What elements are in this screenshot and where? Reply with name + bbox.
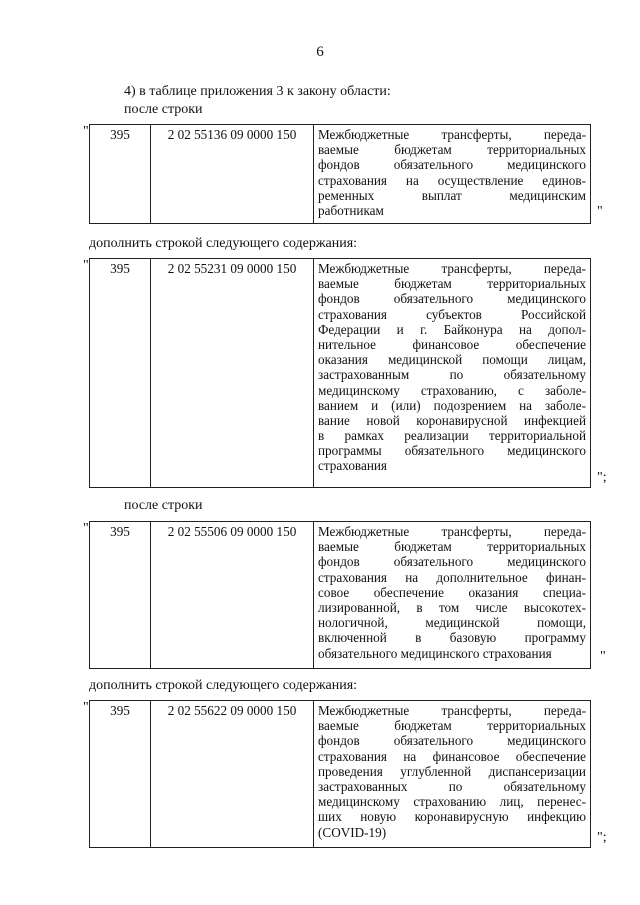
kbk-code-cell: 2 02 55506 09 0000 150 [151, 522, 314, 669]
description-line: страхования на финансовое обеспечение [318, 748, 586, 764]
description-line: ванием и (или) подозрением на заболе- [318, 397, 586, 413]
instruction-line: дополнить строкой следующего содержания: [89, 678, 358, 693]
description-line: (COVID-19) [318, 824, 387, 840]
intro-line-2: после строки [124, 102, 203, 117]
description-line: ременных выплат медицинским [318, 187, 586, 203]
description-line: фондов обязательного медицинского [318, 554, 586, 570]
table-row [89, 258, 591, 488]
description-cell [314, 125, 591, 224]
description-line: ваемые бюджетам территориальных [318, 718, 586, 734]
description-line: ших новую коронавирусную инфекцию [318, 809, 586, 825]
close-quote-semicolon: "; [597, 470, 607, 485]
description-line: нительное финансовое обеспечение [318, 336, 586, 352]
description-line: обязательного медицинского страхования [318, 645, 552, 661]
intro-line-1: 4) в таблице приложения 3 к закону области: [124, 84, 391, 99]
kbk-code-cell: 2 02 55231 09 0000 150 [151, 259, 314, 488]
description-cell [314, 259, 591, 488]
table-row [89, 700, 591, 848]
description-line: ваемые бюджетам территориальных [318, 276, 586, 292]
description-line: Межбюджетные трансферты, переда- [318, 703, 586, 718]
description-line: застрахованных по обязательному [318, 778, 586, 794]
description-line: работникам [318, 202, 384, 218]
admin-code-cell: 395 [90, 701, 151, 848]
description-line: в рамках реализации территориальной [318, 428, 586, 444]
kbk-code-cell: 2 02 55136 09 0000 150 [151, 125, 314, 224]
instruction-line: после строки [124, 498, 203, 513]
open-quote: " [83, 124, 89, 139]
description-line: фондов обязательного медицинского [318, 157, 586, 173]
description-line: нологичной, медицинской помощи, [318, 615, 586, 631]
description-line: проведения углубленной диспансеризации [318, 763, 586, 779]
description-line: оказания медицинской помощи лицам, [318, 352, 586, 368]
description-line: Межбюджетные трансферты, переда- [318, 524, 586, 539]
table-row [89, 124, 591, 224]
description-line: медицинскому страхованию, с заболе- [318, 382, 586, 398]
description-line: программы обязательного медицинского [318, 443, 586, 459]
admin-code-cell: 395 [90, 125, 151, 224]
description-line: Межбюджетные трансферты, переда- [318, 127, 586, 142]
description-line: ваемые бюджетам территориальных [318, 539, 586, 555]
description-line: страхования на осуществление единов- [318, 172, 586, 188]
description-line: лизированной, в том числе высокотех- [318, 599, 586, 615]
description-cell [314, 522, 591, 669]
admin-code-cell: 395 [90, 259, 151, 488]
description-line: ваемые бюджетам территориальных [318, 142, 586, 158]
description-line: застрахованным по обязательному [318, 367, 586, 383]
description-line: включенной в базовую программу [318, 630, 586, 646]
description-cell [314, 701, 591, 848]
admin-code-cell: 395 [90, 522, 151, 669]
description-line: Межбюджетные трансферты, переда- [318, 261, 586, 276]
close-quote: " [597, 204, 603, 219]
description-line: совое обеспечение оказания специа- [318, 584, 586, 600]
description-line: вание новой коронавирусной инфекцией [318, 412, 586, 428]
close-quote: " [600, 649, 606, 664]
instruction-line: дополнить строкой следующего содержания: [89, 236, 358, 251]
open-quote: " [83, 258, 89, 273]
description-line: фондов обязательного медицинского [318, 733, 586, 749]
page-number: 6 [316, 44, 324, 60]
description-line: страхования субъектов Российской [318, 306, 586, 322]
table-row [89, 521, 591, 669]
open-quote: " [83, 700, 89, 715]
description-line: Федерации и г. Байконура на допол- [318, 321, 586, 337]
description-line: страхования на дополнительное финан- [318, 569, 586, 585]
description-line: медицинскому страхованию лиц, перенес- [318, 794, 586, 810]
open-quote: " [83, 521, 89, 536]
description-line: фондов обязательного медицинского [318, 291, 586, 307]
kbk-code-cell: 2 02 55622 09 0000 150 [151, 701, 314, 848]
description-line: страхования [318, 458, 387, 474]
close-quote-semicolon: "; [597, 830, 607, 845]
